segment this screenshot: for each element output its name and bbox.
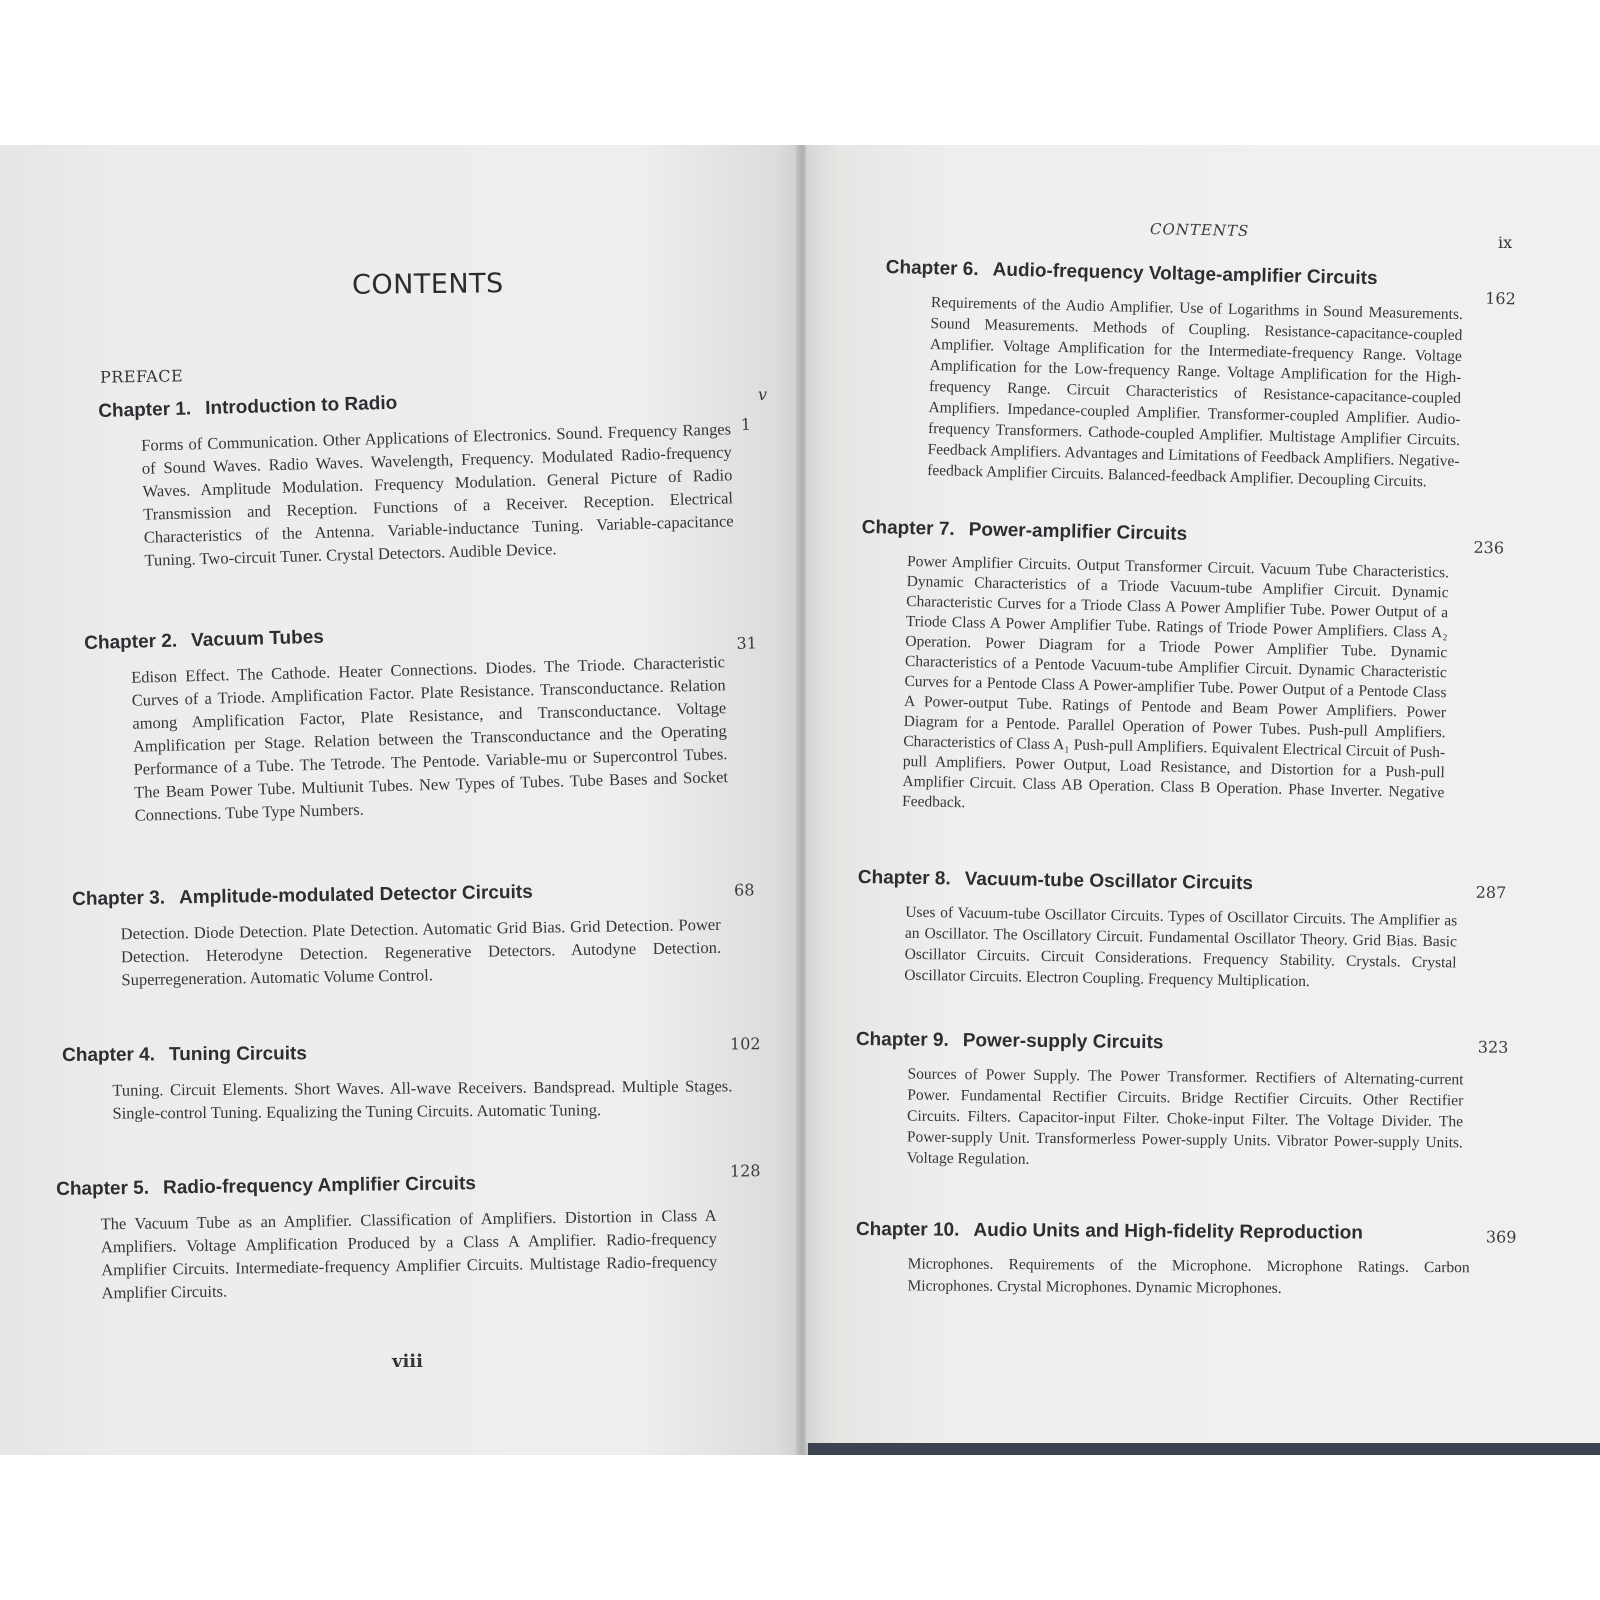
toc-entry-chapter-4 [62, 1034, 761, 1125]
running-head: CONTENTS [1149, 219, 1250, 241]
page-folio: viii [392, 1351, 423, 1372]
right-page [806, 145, 1600, 1443]
chapter-description: Requirements of the Audio Amplifier. Use of Logarithms in Sound Measurements. Sound Measurements. Methods of Coupling. Resistance-capacitance-coupled Amplifier. Voltage Amplification for the Intermediate-frequency Range. Voltage Amplification for the Low-frequency Range. Voltage Amplification for the High-frequency Range. Circuit Characteristics of Resistance-capacitance-coupled Amplifiers. Impedance-coupled Amplifier. Transformer-coupled Amplifier. Audio-frequency Transformers. Cathode-coupled Amplifier. Multistage Amplifier Circuits. Feedback Amplifiers. Advantages and Limitations of Feedback Amplifiers. Negative-feedback Amplifier Circuits. Balanced-feedback Amplifier. Decoupling Circuits. [926, 294, 1464, 491]
chapter-title: Radio-frequency Amplifier Circuits [162, 1173, 477, 1199]
chapter-label: Chapter 1. [98, 398, 192, 422]
toc-entry-chapter-9 [855, 1029, 1509, 1174]
chapter-description: Microphones. Requirements of the Microphone. Microphone Ratings. Carbon Microphones. Crystal Microphones. Dynamic Microphones. [907, 1255, 1470, 1297]
chapter-heading [98, 383, 730, 423]
chapter-page-number: 68 [733, 880, 755, 900]
chapter-title: Audio-frequency Voltage-amplifier Circuits [992, 259, 1378, 290]
chapter-heading [72, 879, 732, 911]
chapter-title: Tuning Circuits [168, 1043, 307, 1066]
chapter-page-number: 128 [729, 1161, 761, 1181]
chapter-title: Power-amplifier Circuits [968, 519, 1188, 545]
toc-entry-chapter-10 [855, 1219, 1517, 1301]
toc-entry-chapter-6 [881, 257, 1516, 494]
chapter-title: Introduction to Radio [204, 392, 398, 420]
chapter-label: Chapter 4. [62, 1044, 156, 1066]
chapter-title: Vacuum-tube Oscillator Circuits [964, 868, 1254, 895]
chapter-label: Chapter 8. [857, 867, 951, 890]
chapter-description: Sources of Power Supply. The Power Transformer. Rectifiers of Alternating-current Power. Fundamental Rectifier Circuits. Bridge Rectifier Circuits. Other Rectifier Circuits. Filters. Capacitor-input Filter. Choke-input Filter. The Voltage Divider. The Power-supply Unit. Transformerless Power-supply Units. Vibrator Power-supply Units. Voltage Regulation. [906, 1065, 1464, 1168]
chapter-description: Forms of Communication. Other Applications of Electronics. Sound. Frequency Ranges of Sound Waves. Radio Waves. Wavelength, Frequency. Modulated Radio-frequency Waves. Amplitude Modulation. Frequency Modulation. General Picture of Radio Transmission and Reception. Functions of a Receiver. Reception. Electrical Characteristics of the Antenna. Variable-inductance Tuning. Variable-capacitance Tuning. Two-circuit Tuner. Crystal Detectors. Audible Device. [140, 419, 734, 570]
chapter-title: Power-supply Circuits [962, 1030, 1164, 1054]
show-through-text [110, 149, 730, 162]
chapter-description: Detection. Diode Detection. Plate Detection. Automatic Grid Bias. Grid Detection. Power Detection. Heterodyne Detection. Regenerative Detectors. Autodyne Detection. Superregeneration. Automatic Volume Control. [120, 914, 722, 990]
chapter-label: Chapter 5. [56, 1177, 150, 1200]
toc-entry-chapter-7 [856, 517, 1505, 824]
chapter-title: Vacuum Tubes [190, 626, 325, 652]
chapter-page-number: 369 [1485, 1227, 1517, 1247]
chapter-page-number: 236 [1473, 537, 1505, 558]
chapter-page-number: 102 [729, 1034, 761, 1054]
chapter-description: Uses of Vacuum-tube Oscillator Circuits. Types of Oscillator Circuits. The Amplifier as an Oscillator. The Oscillatory Circuit. Fundamental Oscillator Theory. Grid Bias. Basic Oscillator Circuits. Circuit Considerations. Frequency Stability. Crystals. Crystal Oscillator Circuits. Electron Coupling. Frequency Multiplication. [904, 903, 1458, 991]
preface-label: PREFACE [99, 366, 184, 387]
chapter-heading [56, 1169, 746, 1201]
chapter-heading [858, 867, 1468, 899]
toc-entry-chapter-1 [98, 383, 752, 573]
chapter-heading [886, 257, 1486, 293]
open-book [0, 145, 1600, 1455]
page-folio: ix [1498, 233, 1513, 252]
chapter-label: Chapter 9. [855, 1029, 949, 1051]
chapter-title: Amplitude-modulated Detector Circuits [178, 881, 533, 909]
toc-entry-chapter-8 [856, 867, 1507, 995]
chapter-label: Chapter 7. [861, 517, 955, 540]
chapter-label: Chapter 6. [885, 257, 979, 281]
chapter-description: Edison Effect. The Cathode. Heater Connections. Diodes. The Triode. Characteristic Curves of a Triode. Amplification Factor. Plate Resistance. Transconductance. Relation among Amplification Factor, Plate Resistance, and Transconductance. Voltage Amplification per Stage. Relation between the Transconductance and the Operating Performance of a Tube. The Tetrode. The Pentode. Variable-mu or Supercontrol Tubes. The Beam Power Tube. Multiunit Tubes. New Types of Tubes. Tube Bases and Socket Connections. Tube Type Numbers. [130, 652, 729, 825]
toc-entry-chapter-2 [84, 616, 758, 828]
chapter-title: Audio Units and High-fidelity Reproduction [973, 1219, 1363, 1244]
chapter-heading [856, 1029, 1468, 1057]
chapter-heading [84, 616, 724, 655]
chapter-description: The Vacuum Tube as an Amplifier. Classification of Amplifiers. Distortion in Class A Amplifiers. Voltage Amplification Produced by a Class A Amplifier. Radio-frequency Amplifier Circuits. Intermediate-frequency Amplifier Circuits. Multistage Radio-frequency Amplifier Circuits. [100, 1205, 718, 1303]
chapter-label: Chapter 10. [855, 1219, 960, 1241]
chapter-page-number: 323 [1477, 1037, 1509, 1057]
toc-entry-chapter-5 [56, 1161, 761, 1305]
chapter-label: Chapter 3. [72, 887, 166, 910]
chapter-heading [862, 517, 1462, 552]
chapter-description: Tuning. Circuit Elements. Short Waves. All-wave Receivers. Bandspread. Multiple Stages. Single-control Tuning. Equalizing the Tuning Circuits. Automatic Tuning. [112, 1076, 733, 1123]
toc-entry-chapter-3 [72, 879, 755, 992]
chapter-page-number: 162 [1485, 288, 1516, 309]
chapter-description: Power Amplifier Circuits. Output Transformer Circuit. Vacuum Tube Characteristics. Dynamic Characteristics of a Triode Vacuum-tube Amplifier Circuit. Dynamic Characteristic Curves for a Triode Class A Power Amplifier Tube. Power Output of a Triode Class A Power Amplifier Tube. Ratings of Triode Power Amplifiers. Class A₂ Operation. Power Diagram for a Triode Power Amplifier Tube. Dynamic Characteristics of a Pentode Vacuum-tube Amplifier Circuit. Dynamic Characteristic Curves for a Pentode Class A Power-amplifier Tube. Power Output of a Pentode Class A Power-output Tube. Ratings of Pentode and Beam Power Amplifiers. Power Diagram for a Pentode. Parallel Operation of Power Tubes. Push-pull Amplifiers. Characteristics of Class A₁ Push-pull Amplifiers. Equivalent Electrical Circuit of Push-pull Amplifiers. Power Output, Load Resistance, and Distortion for a Push-pull Amplifier Circuit. Class AB Operation. Class B Operation. Phase Inverter. Negative Feedback. [901, 552, 1450, 812]
chapter-page-number: 31 [736, 633, 758, 653]
chapter-label: Chapter 2. [84, 630, 178, 654]
page-title: CONTENTS [351, 268, 504, 301]
preface-page: v [758, 385, 768, 404]
chapter-page-number: 1 [740, 414, 752, 435]
chapter-heading [62, 1040, 742, 1067]
left-page [0, 145, 800, 1455]
chapter-page-number: 287 [1475, 882, 1507, 903]
chapter-heading [856, 1219, 1496, 1245]
